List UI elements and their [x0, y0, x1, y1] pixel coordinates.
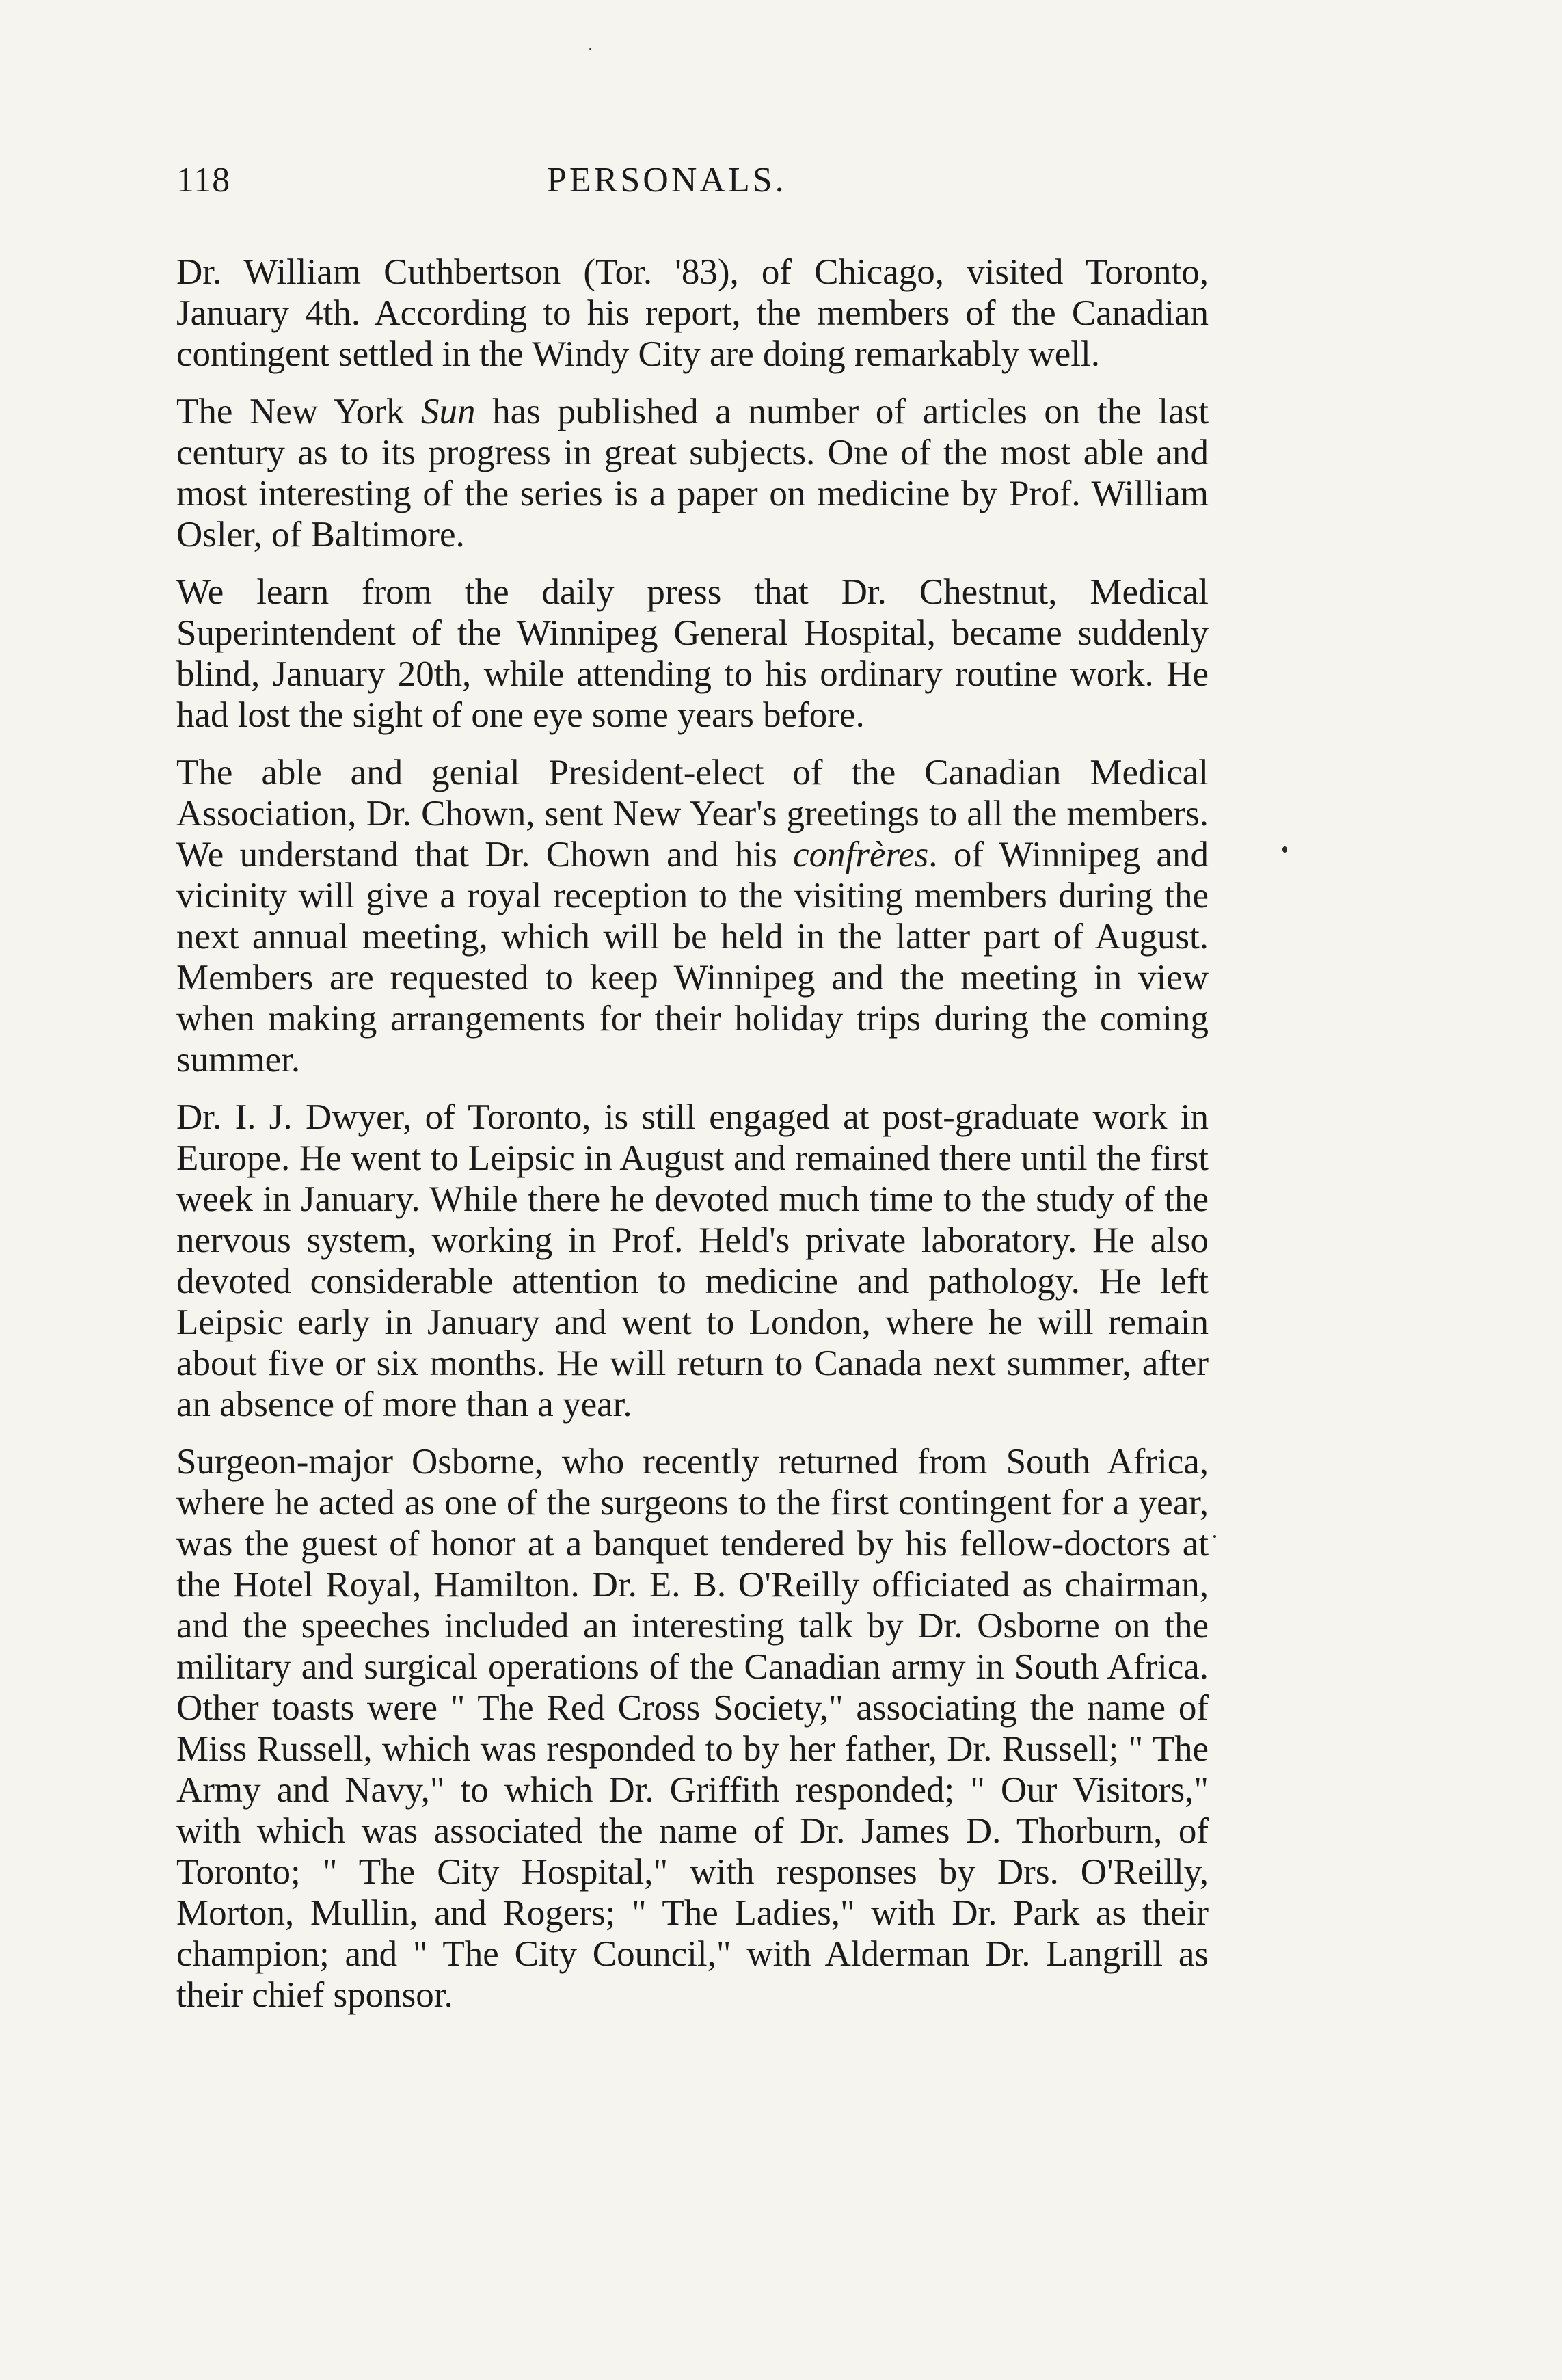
paragraph-chown — [176, 752, 1209, 1080]
paragraph-new-york-sun — [176, 391, 1209, 555]
paragraph-chestnut: We learn from the daily press that Dr. Chestnut, Medical Superintendent of the Winnipeg General Hospital, became suddenly blind, January 20th, while attending to his ordinary routine work. He had lost the sight of one eye some years before. — [176, 572, 1209, 735]
running-head: PERSONALS. — [547, 161, 787, 200]
paragraph-text: . of Winnipeg and vicinity will give a royal reception to the visiting members during the next annual meeting, which will be held in the latter part of August. Members are requested to keep Winnipeg and the meeting in view when making arrangements for their holiday trips during the coming summer. — [176, 835, 1209, 1080]
italic-word: confrères — [793, 835, 929, 874]
paragraph-osborne: Surgeon-major Osborne, who recently returned from South Africa, where he acted as one of the surgeons to the first contingent for a year, was the guest of honor at a banquet tendered by his fellow-doctors at the Hotel Royal, Hamilton. Dr. E. B. O'Reilly officiated as chairman, and the speeches included an interesting talk by Dr. Osborne on the military and surgical operations of the Canadian army in South Africa. Other toasts were " The Red Cross Society," associating the name of Miss Russell, which was responded to by her father, Dr. Russell; " The Army and Navy," to which Dr. Griffith responded; " Our Visitors," with which was associated the name of Dr. James D. Thorburn, of Toronto; " The City Hospital," with responses by Drs. O'Reilly, Morton, Mullin, and Rogers; " The Ladies," with Dr. Park as their champion; and " The City Council," with Alderman Dr. Langrill as their chief sponsor. — [176, 1442, 1209, 2015]
paragraph-text: The able and genial President-elect of the Canadian Medical Association, Dr. Chown, sent New Year's greetings to all the members. We understand that Dr. Chown and his — [176, 753, 1209, 874]
paragraph-dwyer: Dr. I. J. Dwyer, of Toronto, is still engaged at post-graduate work in Europe. He went to Leipsic in August and remained there until the first week in January. While there he devoted much time to the study of the nervous system, working in Prof. Held's private laboratory. He also devoted considerable attention to medicine and pathology. He left Leipsic early in January and went to London, where he will remain about five or six months. He will return to Canada next summer, after an absence of more than a year. — [176, 1097, 1209, 1424]
ink-speck — [1213, 1535, 1216, 1538]
italic-newspaper-title: Sun — [421, 392, 476, 431]
paragraph-text: The New York — [176, 392, 422, 431]
article-body — [176, 252, 1209, 2032]
paragraph-text: has published a number of articles on the last century as to its progress in great subjects. One of the most able and most interesting of the series is a paper on medicine by Prof. William Osler, of Baltimore. — [176, 392, 1209, 554]
ink-speck — [589, 48, 591, 50]
paragraph-cuthbertson: Dr. William Cuthbertson (Tor. '83), of Chicago, visited Toronto, January 4th. According to his report, the members of the Canadian contingent settled in the Windy City are doing remarkably well. — [176, 252, 1209, 374]
page-number: 118 — [176, 161, 231, 200]
ink-speck — [1282, 846, 1287, 853]
